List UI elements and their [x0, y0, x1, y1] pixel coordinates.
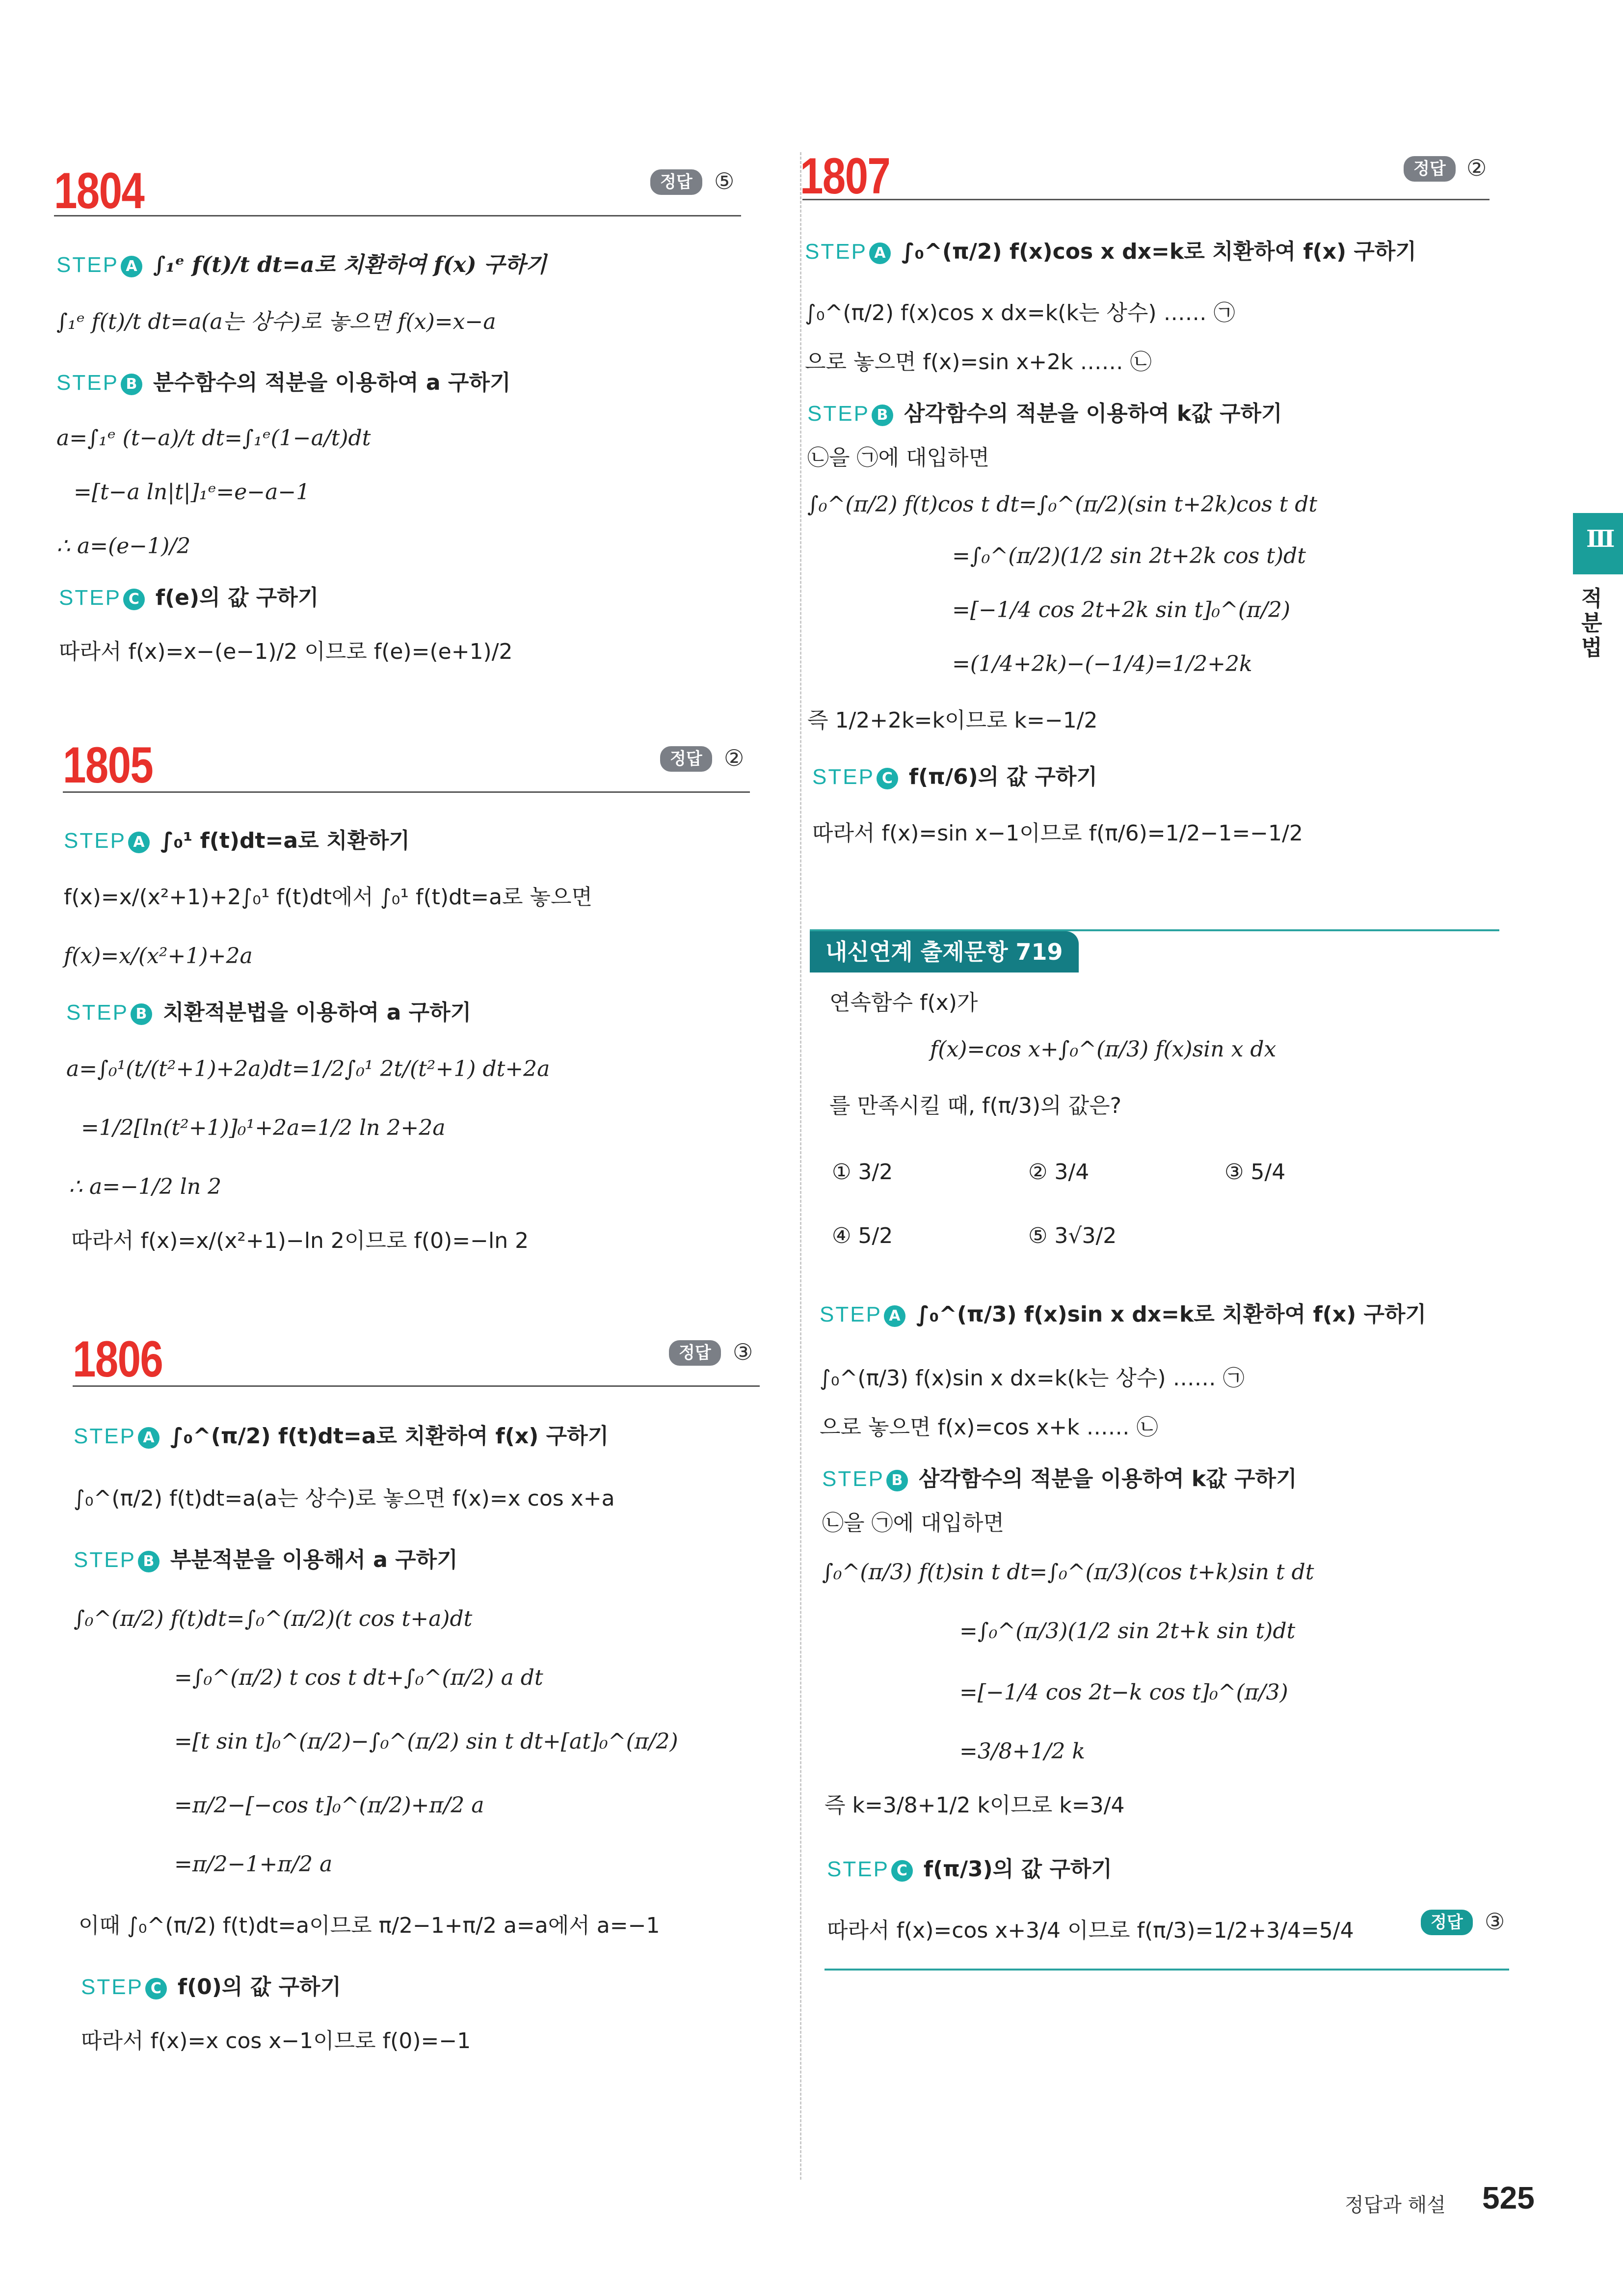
column-divider [800, 152, 801, 2180]
step-c-1807: STEP C f(π/6)의 값 구하기 [812, 764, 1097, 789]
solution-line: ∫₀^(π/2) f(t)cos t dt=∫₀^(π/2)(sin t+2k)cos t dt [807, 492, 1318, 517]
solution-line: ∴ a=(e−1)/2 [56, 534, 191, 559]
answer-1804: ⑤ [714, 168, 735, 194]
solution-line: f(x)=x/(x²+1)+2∫₀¹ f(t)dt에서 ∫₀¹ f(t)dt=a로 놓으면 [64, 885, 593, 910]
step-a-icon: A [128, 832, 150, 853]
step-a-1807: STEP A ∫₀^(π/2) f(x)cos x dx=k로 치환하여 f(x) 구하기 [805, 239, 1416, 264]
step-a-icon: A [138, 1427, 160, 1449]
answer-badge-1805: 정답 [660, 746, 712, 772]
choice-3[interactable]: ③ 5/4 [1224, 1160, 1286, 1185]
problem-number-1804: 1804 [54, 162, 144, 219]
solution-line: =3/8+1/2 k [959, 1739, 1086, 1764]
problem-number-1805: 1805 [63, 737, 153, 794]
chapter-tab-number: Ⅲ [1586, 525, 1615, 553]
solution-line: =[−1/4 cos 2t−k cos t]₀^(π/3) [959, 1680, 1288, 1705]
solution-line: ∴ a=−1/2 ln 2 [69, 1174, 222, 1199]
answer-1806: ③ [733, 1339, 753, 1365]
solution-line: =π/2−[−cos t]₀^(π/2)+π/2 a [174, 1793, 484, 1818]
header-rule-1807 [802, 199, 1490, 200]
solution-line: =∫₀^(π/3)(1/2 sin 2t+k sin t)dt [959, 1619, 1296, 1644]
solution-line: 따라서 f(x)=x−(e−1)/2 이므로 f(e)=(e+1)/2 [59, 639, 513, 664]
answer-badge-1807: 정답 [1404, 156, 1456, 182]
solution-line: 으로 놓으면 f(x)=sin x+2k …… ㉡ [805, 350, 1152, 375]
step-c-icon: C [123, 589, 145, 610]
link-bottom-rule [825, 1969, 1509, 1971]
step-b-link: STEP B 삼각함수의 적분을 이용하여 k값 구하기 [822, 1466, 1297, 1491]
question-line: 연속함수 f(x)가 [829, 990, 978, 1015]
solution-line: =∫₀^(π/2)(1/2 sin 2t+2k cos t)dt [952, 543, 1306, 568]
solution-line: 따라서 f(x)=sin x−1이므로 f(π/6)=1/2−1=−1/2 [812, 821, 1303, 846]
solution-line: ∫₀^(π/2) f(t)dt=a(a는 상수)로 놓으면 f(x)=x cos x+a [74, 1486, 615, 1511]
solution-line: =π/2−1+π/2 a [174, 1852, 333, 1877]
solution-line: =∫₀^(π/2) t cos t dt+∫₀^(π/2) a dt [174, 1665, 543, 1690]
step-c-icon: C [877, 768, 898, 789]
step-b-icon: B [138, 1551, 160, 1572]
solution-line: 따라서 f(x)=x/(x²+1)−ln 2이므로 f(0)=−ln 2 [71, 1228, 529, 1253]
step-a-icon: A [121, 256, 142, 277]
step-c-icon: C [891, 1860, 913, 1882]
solution-line: =(1/4+2k)−(−1/4)=1/2+2k [952, 651, 1252, 676]
step-a-1804: STEP A ∫₁ᵉ f(t)/t dt=a로 치환하여 f(x) 구하기 [56, 252, 547, 277]
solution-line: =[t sin t]₀^(π/2)−∫₀^(π/2) sin t dt+[at]₀^(π/2) [174, 1729, 678, 1754]
step-b-icon: B [872, 405, 893, 426]
solution-line: a=∫₀¹(t/(t²+1)+2a)dt=1/2∫₀¹ 2t/(t²+1) dt+2a [66, 1056, 550, 1081]
solution-line: a=∫₁ᵉ (t−a)/t dt=∫₁ᵉ(1−a/t)dt [56, 426, 371, 451]
solution-line: =[−1/4 cos 2t+2k sin t]₀^(π/2) [952, 597, 1290, 622]
solution-line: 따라서 f(x)=cos x+3/4 이므로 f(π/3)=1/2+3/4=5/4 [827, 1918, 1354, 1943]
step-b-1805: STEP B 치환적분법을 이용하여 a 구하기 [66, 1000, 472, 1025]
solution-line: ∫₀^(π/3) f(x)sin x dx=k(k는 상수) …… ㉠ [820, 1366, 1245, 1391]
choice-1[interactable]: ① 3/2 [832, 1160, 893, 1185]
step-c-link: STEP C f(π/3)의 값 구하기 [827, 1857, 1112, 1882]
step-a-icon: A [884, 1305, 905, 1327]
solution-line: ㉡을 ㉠에 대입하면 [807, 445, 989, 470]
solution-line: 으로 놓으면 f(x)=cos x+k …… ㉡ [820, 1415, 1158, 1440]
solution-line: ∫₀^(π/2) f(t)dt=∫₀^(π/2)(t cos t+a)dt [74, 1606, 473, 1631]
solution-line: ∫₀^(π/2) f(x)cos x dx=k(k는 상수) …… ㉠ [805, 300, 1235, 325]
step-c-icon: C [145, 1978, 167, 1999]
page-number: 525 [1482, 2180, 1535, 2215]
solution-line: =[t−a ln|t|]₁ᵉ=e−a−1 [74, 480, 310, 505]
solution-line: 따라서 f(x)=x cos x−1이므로 f(0)=−1 [81, 2028, 471, 2053]
question-line: 를 만족시킬 때, f(π/3)의 값은? [829, 1093, 1121, 1118]
step-c-1806: STEP C f(0)의 값 구하기 [81, 1974, 342, 1999]
header-rule-1806 [73, 1385, 760, 1387]
header-rule-1804 [54, 215, 741, 216]
question-line: f(x)=cos x+∫₀^(π/3) f(x)sin x dx [930, 1037, 1277, 1062]
solution-line: 즉 k=3/8+1/2 k이므로 k=3/4 [825, 1793, 1125, 1818]
problem-number-1807: 1807 [800, 148, 890, 205]
step-b-1804: STEP B 분수함수의 적분을 이용하여 a 구하기 [56, 370, 511, 395]
step-a-1806: STEP A ∫₀^(π/2) f(t)dt=a로 치환하여 f(x) 구하기 [74, 1424, 609, 1449]
step-b-icon: B [886, 1470, 908, 1491]
answer-badge-1804: 정답 [650, 169, 702, 195]
problem-number-1806: 1806 [73, 1331, 163, 1388]
solution-line: f(x)=x/(x²+1)+2a [64, 944, 253, 969]
solution-line: ∫₁ᵉ f(t)/t dt=a(a는 상수)로 놓으면 f(x)=x−a [56, 309, 496, 334]
solution-line: 즉 1/2+2k=k이므로 k=−1/2 [807, 708, 1098, 733]
answer-1807: ② [1466, 155, 1487, 181]
solution-line: =1/2[ln(t²+1)]₀¹+2a=1/2 ln 2+2a [81, 1115, 446, 1140]
header-rule-1805 [63, 791, 750, 793]
footer-label: 정답과 해설 [1345, 2194, 1446, 2216]
answer-link: ③ [1485, 1908, 1505, 1935]
step-b-1807: STEP B 삼각함수의 적분을 이용하여 k값 구하기 [807, 401, 1282, 426]
solution-line: 이때 ∫₀^(π/2) f(t)dt=a이므로 π/2−1+π/2 a=a에서 a=−1 [79, 1913, 660, 1938]
step-a-1805: STEP A ∫₀¹ f(t)dt=a로 치환하기 [64, 828, 410, 853]
choice-2[interactable]: ② 3/4 [1028, 1160, 1090, 1185]
answer-badge-link: 정답 [1421, 1910, 1473, 1935]
step-a-icon: A [869, 243, 891, 264]
step-a-link: STEP A ∫₀^(π/3) f(x)sin x dx=k로 치환하여 f(x) 구하기 [820, 1302, 1427, 1327]
step-b-icon: B [131, 1003, 152, 1025]
choice-4[interactable]: ④ 5/2 [832, 1223, 893, 1248]
solution-line: ∫₀^(π/3) f(t)sin t dt=∫₀^(π/3)(cos t+k)sin t dt [822, 1560, 1314, 1585]
step-b-icon: B [121, 374, 142, 395]
choice-5[interactable]: ⑤ 3√3/2 [1028, 1223, 1117, 1248]
answer-1805: ② [724, 745, 745, 771]
step-b-1806: STEP B 부분적분을 이용해서 a 구하기 [74, 1547, 458, 1572]
link-title-box: 내신연계 출제문항 719 [810, 931, 1079, 972]
answer-badge-1806: 정답 [669, 1340, 721, 1366]
solution-line: ㉡을 ㉠에 대입하면 [822, 1511, 1004, 1536]
step-c-1804: STEP C f(e)의 값 구하기 [59, 585, 319, 610]
chapter-tab-label: 적분법 [1581, 586, 1602, 660]
